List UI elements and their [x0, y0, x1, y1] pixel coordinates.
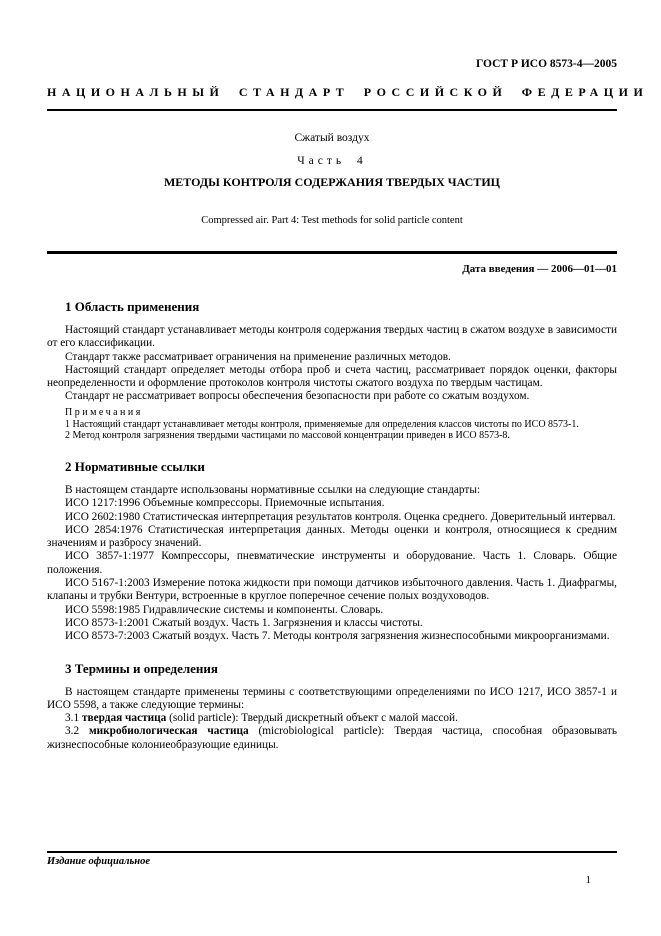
reference-item: ИСО 5167-1:2003 Измерение потока жидкости при помощи датчиков избыточного давления. Часть 1. Диафрагмы, клапаны и трубки Вентури, встроенные в круглое поперечное сечение полых воздуховодов.: [47, 577, 617, 603]
title-divider: [47, 251, 617, 254]
effective-date: Дата введения — 2006—01—01: [462, 263, 617, 275]
scope-paragraph: Настоящий стандарт определяет методы отбора проб и счета частиц, рассматривает порядок оценки, факторы неопределенности и оформление протоколов контроля чистоты сжатого воздуха по твердым частицам.: [47, 363, 617, 390]
notes-block: [47, 407, 617, 442]
page-number: 1: [585, 874, 591, 886]
reference-item: ИСО 2854:1976 Статистическая интерпретация данных. Методы оценки и контроля, относящиеся к средним значениям и разбросу значений.: [47, 523, 617, 550]
scope-paragraph: Настоящий стандарт устанавливает методы контроля содержания твердых частиц в сжатом воздухе в зависимости от его классификации.: [47, 324, 617, 350]
term-entry: [47, 725, 617, 752]
term-number: 3.1: [65, 712, 80, 725]
doc-part: Часть 4: [297, 155, 367, 167]
section-references-heading: 2 Нормативные ссылки: [65, 458, 205, 474]
term-number: 3.2: [65, 725, 80, 738]
references-intro: В настоящем стандарте использованы нормативные ссылки на следующие стандарты:: [65, 483, 481, 496]
section-scope-heading: 1 Область применения: [65, 299, 200, 314]
reference-item: ИСО 8573-7:2003 Сжатый воздух. Часть 7. Методы контроля загрязнения жизнеспособными микроорганизмами.: [65, 630, 610, 643]
note-item: 2 Метод контроля загрязнения твердыми частицами по массовой концентрации приведен в ИСО 8573-8.: [65, 430, 510, 442]
terms-intro: В настоящем стандарте применены термины с соответствующими определениями по ИСО 1217, ИСО 3857-1 и ИСО 5598, а также следующие термины:: [47, 685, 617, 711]
term-definition: (microbiological particle): Твердая частица, способная образовывать жизнеспособные колониеобразующие единицы.: [47, 725, 618, 751]
reference-item: ИСО 1217:1996 Объемные компрессоры. Приемочные испытания.: [65, 497, 385, 510]
footer-divider: [47, 851, 617, 853]
term-definition: (solid particle): Твердый дискретный объект с малой массой.: [169, 712, 458, 725]
section-terms-heading: 3 Термины и определения: [65, 660, 218, 676]
doc-title-english: Compressed air. Part 4: Test methods for solid particle content: [201, 215, 463, 226]
scope-paragraph: Стандарт также рассматривает ограничения на применение различных методов.: [65, 350, 451, 363]
term-name: твердая частица: [81, 712, 167, 725]
term-name: микробиологическая частица: [88, 725, 249, 738]
header-divider: [47, 109, 617, 111]
doc-subject: Сжатый воздух: [294, 132, 370, 144]
standard-type-banner: НАЦИОНАЛЬНЫЙ СТАНДАРТ РОССИЙСКОЙ ФЕДЕРАЦИИ: [47, 85, 649, 99]
doc-title: МЕТОДЫ КОНТРОЛЯ СОДЕРЖАНИЯ ТВЕРДЫХ ЧАСТИЦ: [163, 175, 501, 189]
reference-item: ИСО 8573-1:2001 Сжатый воздух. Часть 1. Загрязнения и классы чистоты.: [65, 616, 423, 629]
note-item: 1 Настоящий стандарт устанавливает методы контроля, применяемые для определения классов чистоты по ИСО 8573-1.: [65, 418, 579, 430]
term-entry: [47, 712, 617, 725]
notes-label: Примечания: [65, 406, 143, 418]
reference-item: ИСО 5598:1985 Гидравлические системы и компоненты. Словарь.: [65, 603, 384, 616]
reference-item: ИСО 3857-1:1977 Компрессоры, пневматические инструменты и оборудование. Часть 1. Словарь. Общие положения.: [47, 550, 617, 576]
doc-number: ГОСТ Р ИСО 8573-4—2005: [475, 58, 617, 70]
page-content: [47, 0, 649, 752]
edition-note: Издание официальное: [47, 856, 151, 867]
reference-item: ИСО 2602:1980 Статистическая интерпретация результатов контроля. Оценка среднего. Доверительный интервал.: [65, 510, 616, 523]
scope-paragraph: Стандарт не рассматривает вопросы обеспечения безопасности при работе со сжатым воздухом.: [65, 390, 530, 403]
